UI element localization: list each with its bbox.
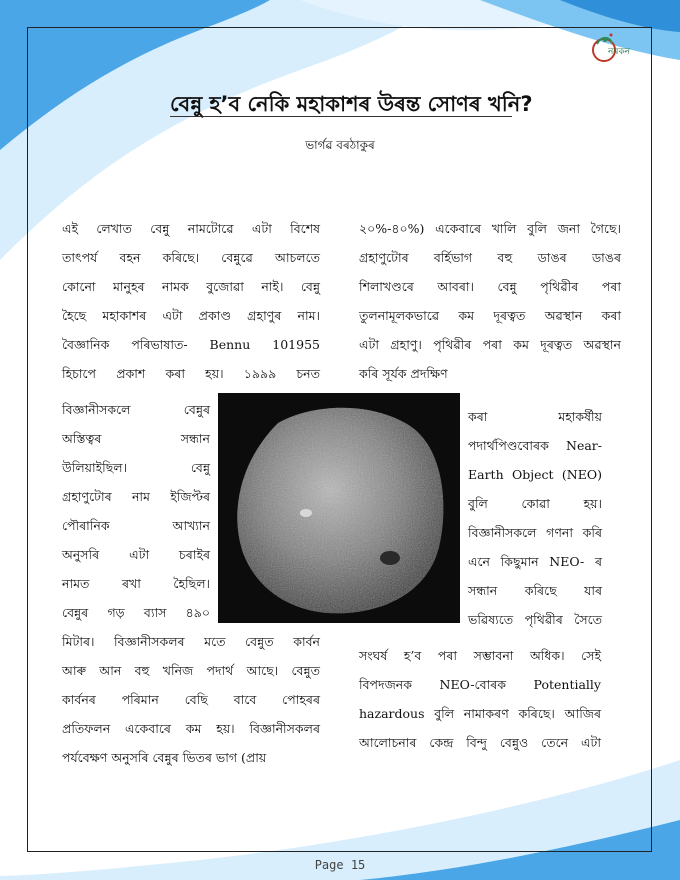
text-line: অস্তিত্বৰ সন্ধান <box>62 431 210 446</box>
text-line: হিচাপে প্ৰকাশ কৰা হয়। ১৯৯৯ চনত <box>62 366 320 381</box>
text-line: নামত ৰখা হৈছিল। <box>62 576 210 591</box>
text-line: পৰ্যবেক্ষণ অনুসৰি বেন্নুৰ ভিতৰ ভাগ (প্ৰায় <box>62 750 267 765</box>
text-line: তাৎপৰ্য বহন কৰিছে। বেন্নুৱে আচলতে <box>62 250 320 265</box>
text-line: হৈছে মহাকাশৰ এটা প্ৰকাণ্ড গ্ৰহাণুৰ নাম। <box>62 308 320 323</box>
text-line: hazardous বুলি নামাকৰণ কৰিছে। আজিৰ <box>359 706 601 721</box>
author-name: ভাৰ্গৱ বৰঠাকুৰ <box>305 138 375 152</box>
text-line: Earth Object (NEO) <box>468 467 602 482</box>
text-line: বৈজ্ঞানিক পৰিভাষাত- Bennu 101955 <box>62 337 320 352</box>
text-line: অনুসৰি এটা চৰাইৰ <box>62 547 210 562</box>
text-line: প্ৰতিফলন একেবাৰে কম হয়। বিজ্ঞানীসকলৰ <box>62 721 320 736</box>
asteroid-image <box>218 393 460 623</box>
text-line: ২০%-৪০%) একেবাৰে খালি বুলি জনা গৈছে। <box>359 221 621 236</box>
text-line: ভৱিষ্যতে পৃথিৱীৰ সৈতে <box>468 612 602 627</box>
page-number: Page 15 <box>314 858 366 872</box>
text-line: বেন্নুৰ গড় ব্যাস ৪৯০ <box>62 605 210 620</box>
text-line: এই লেখাত বেন্নু নামটোৱে এটা বিশেষ <box>62 221 320 236</box>
text-line: পদাৰ্থপিণ্ডবোৰক Near- <box>468 438 602 453</box>
text-line: শিলাখণ্ডৰে আবৰা। বেন্নু পৃথিৱীৰ পৰা <box>359 279 621 294</box>
text-line: সন্ধান কৰিছে যাৰ <box>468 583 602 598</box>
text-line: আৰু আন বহু খনিজ পদাৰ্থ আছে। বেন্নুত <box>62 663 320 678</box>
text-line: বুলি কোৱা হয়। <box>468 496 602 511</box>
text-line: কৰি সূৰ্যক প্ৰদক্ষিণ <box>359 366 448 381</box>
text-line: এনে কিছুমান NEO- ৰ <box>468 554 602 569</box>
text-line: পৌৰানিক আখ্যান <box>62 518 210 533</box>
asteroid-photo <box>218 393 460 623</box>
text-line: বিজ্ঞানীসকলে বেন্নুৰ <box>62 402 210 417</box>
text-line: তুলনামূলকভাৱে কম দূৰত্বত অৱস্থান কৰা <box>359 308 621 323</box>
text-line: কৰা মহাকৰ্ষীয় <box>468 409 602 424</box>
title-underline <box>170 116 512 117</box>
logo-text: নৰকন <box>608 47 631 57</box>
text-line: এটা গ্ৰহাণু। পৃথিৱীৰ পৰা কম দূৰত্বত অৱস্থান <box>359 337 621 352</box>
article-title: বেন্নু হ’ব নেকি মহাকাশৰ উৰন্ত সোণৰ খনি? <box>170 92 533 116</box>
text-line: বিজ্ঞানীসকলে গণনা কৰি <box>468 525 602 540</box>
text-line: গ্ৰহাণুটোৰ নাম ইজিপ্টৰ <box>62 489 210 504</box>
text-line: কোনো মানুহৰ নামক বুজোৱা নাই। বেন্নু <box>62 279 320 294</box>
text-line: আলোচনাৰ কেন্দ্ৰ বিন্দু বেন্নুও তেনে এটা <box>359 735 601 750</box>
text-line: সংঘৰ্ষ হ’ব পৰা সম্ভাবনা অধিক। সেই <box>359 648 601 663</box>
text-line: গ্ৰহাণুটোৰ বৰ্হিভাগ বহু ডাঙৰ ডাঙৰ <box>359 250 621 265</box>
text-line: মিটাৰ। বিজ্ঞানীসকলৰ মতে বেন্নুত কাৰ্বন <box>62 634 320 649</box>
text-line: উলিয়াইছিল। বেন্নু <box>62 460 210 475</box>
text-line: কাৰ্বনৰ পৰিমান বেছি বাবে পোহৰৰ <box>62 692 320 707</box>
text-line: বিপদজনক NEO-বোৰক Potentially <box>359 677 601 692</box>
